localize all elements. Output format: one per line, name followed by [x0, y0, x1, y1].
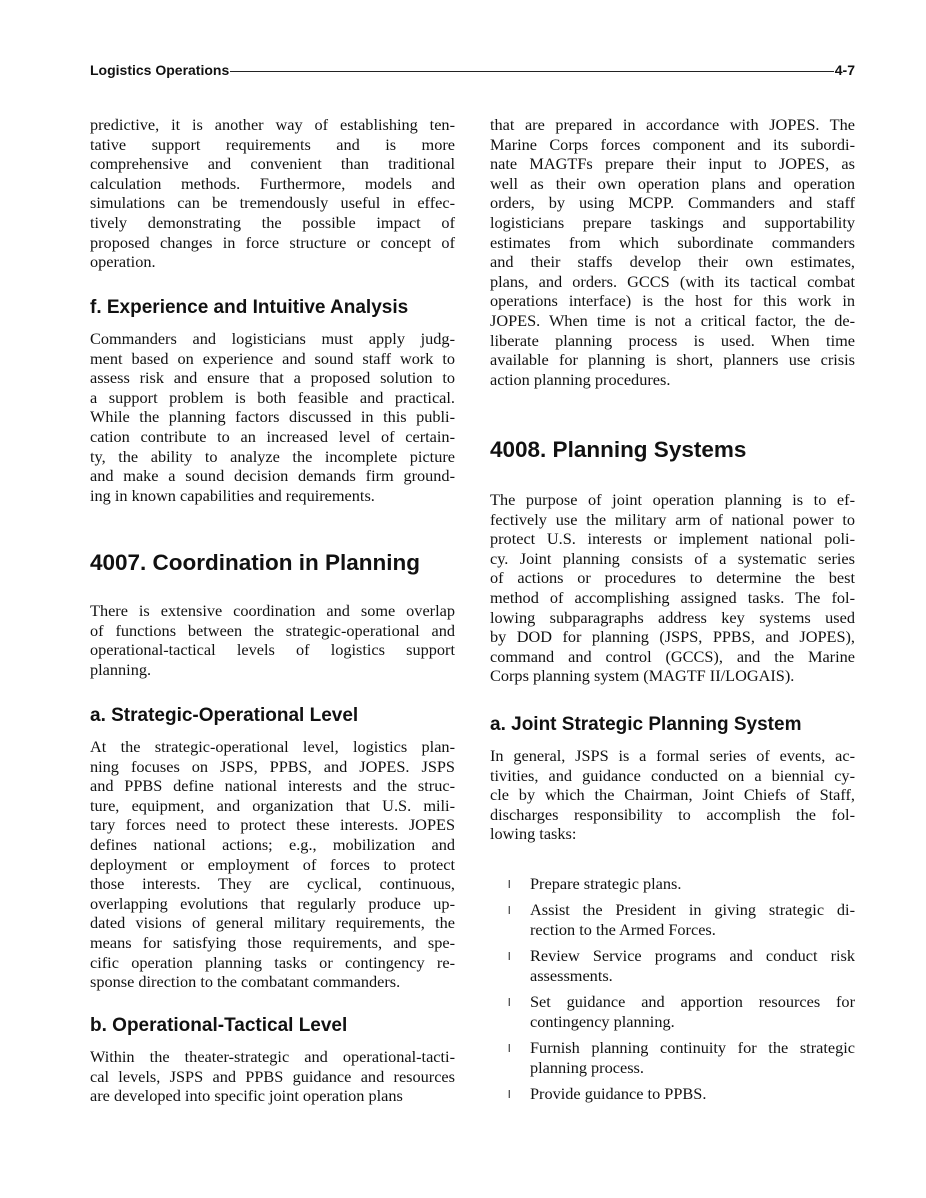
text-line: Review Service programs and conduct risk	[530, 946, 855, 966]
text-line: command and control (GCCS), and the Marine	[490, 646, 855, 666]
page-number: 4-7	[834, 62, 855, 78]
text-line: protect U.S. interests or implement national poli-	[490, 529, 855, 549]
text-line: fectively use the military arm of national power to	[490, 509, 855, 529]
bullet-icon: l	[508, 879, 511, 891]
text-line: In general, JSPS is a formal series of events, ac-	[490, 746, 855, 765]
text-line: deployment or employment of forces to protect	[90, 854, 455, 874]
text-line: Prepare strategic plans.	[530, 874, 682, 893]
paragraph	[90, 115, 455, 272]
text-line: Assist the President in giving strategic di-	[530, 900, 855, 920]
text-line: liberate planning process is used. When time	[490, 330, 855, 350]
text-line: of functions between the strategic-operational and	[90, 620, 455, 640]
text-line: Within the theater-strategic and operational-tacti-	[90, 1047, 455, 1066]
text-line: dated visions of general military requirements, the	[90, 913, 455, 933]
text-line: available for planning is short, planners use crisis	[490, 350, 855, 370]
text-line: operations interface) is the host for this work in	[490, 291, 855, 311]
text-line: and their staffs develop their own estimates,	[490, 252, 855, 272]
text-line: assess risk and ensure that a proposed solution to	[90, 368, 455, 388]
text-line: Set guidance and apportion resources for	[530, 992, 855, 1012]
text-line: Corps planning system (MAGTF II/LOGAIS).	[490, 666, 795, 686]
paragraph	[90, 737, 455, 992]
text-line: cal levels, JSPS and PPBS guidance and resources	[90, 1066, 455, 1086]
paragraph	[90, 1047, 455, 1106]
bullet-icon: l	[508, 905, 511, 918]
running-header	[90, 60, 855, 80]
list-item	[490, 900, 855, 939]
text-line: While the planning factors discussed in this publi-	[90, 407, 455, 427]
text-line: tively demonstrating the possible impact of	[90, 212, 455, 232]
text-line: action planning procedures.	[490, 369, 671, 389]
text-line: planning.	[90, 659, 152, 679]
list-item	[490, 1084, 855, 1104]
text-line: At the strategic-operational level, logistics plan-	[90, 737, 455, 756]
text-line: cy. Joint planning consists of a systematic series	[490, 548, 855, 568]
text-line: of actions or procedures to determine the best	[490, 568, 855, 588]
section-heading: f. Experience and Intuitive Analysis	[90, 297, 409, 318]
text-line: calculation methods. Furthermore, models and	[90, 173, 455, 193]
text-line: that are prepared in accordance with JOPES. The	[490, 115, 855, 134]
list-item	[490, 992, 855, 1031]
text-line: plans, and orders. GCCS (with its tactical combat	[490, 271, 855, 291]
text-line: planning process.	[530, 1057, 644, 1077]
text-line: predictive, it is another way of establishing ten-	[90, 115, 455, 134]
paragraph	[90, 601, 455, 679]
section-heading: a. Joint Strategic Planning System	[490, 714, 802, 735]
text-line: comprehensive and convenient than traditional	[90, 154, 455, 174]
text-line: sponse direction to the combatant commanders.	[90, 972, 401, 992]
header-rule	[230, 71, 834, 72]
text-line: Commanders and logisticians must apply judg-	[90, 329, 455, 348]
text-line: rection to the Armed Forces.	[530, 919, 716, 939]
chapter-heading: 4007. Coordination in Planning	[90, 550, 421, 575]
text-line: and PPBS define national interests and the struc-	[90, 776, 455, 796]
list-item	[490, 874, 855, 894]
paragraph	[90, 329, 455, 505]
text-line: ture, equipment, and organization that U.S. mili-	[90, 795, 455, 815]
text-line: tivities, and guidance conducted on a biennial cy-	[490, 765, 855, 785]
list-item	[490, 946, 855, 985]
text-line: discharges responsibility to accomplish the fol-	[490, 804, 855, 824]
text-line: overlapping evolutions that regularly produce up-	[90, 893, 455, 913]
text-line: Marine Corps forces component and its subordi-	[490, 134, 855, 154]
text-line: assessments.	[530, 965, 613, 985]
text-line: logisticians prepare taskings and supportability	[490, 212, 855, 232]
text-line: method of accomplishing assigned tasks. The fol-	[490, 587, 855, 607]
text-line: a support problem is both feasible and practical.	[90, 387, 455, 407]
text-line: and make a sound decision demands firm ground-	[90, 466, 455, 486]
paragraph	[490, 490, 855, 686]
text-line: ment based on experience and sound staff work to	[90, 348, 455, 368]
bullet-icon: l	[508, 1089, 511, 1102]
bullet-icon: l	[508, 951, 511, 964]
text-line: are developed into specific joint operation plans	[90, 1086, 403, 1106]
header-title: Logistics Operations	[90, 62, 230, 78]
text-line: operation.	[90, 252, 156, 272]
text-line: estimates from which subordinate commanders	[490, 232, 855, 252]
text-line: There is extensive coordination and some overlap	[90, 601, 455, 620]
text-line: ning focuses on JSPS, PPBS, and JOPES. JSPS	[90, 756, 455, 776]
bullet-list	[490, 874, 855, 1111]
text-line: simulations can be tremendously useful in effec-	[90, 193, 455, 213]
bullet-icon: l	[508, 1043, 511, 1056]
bullet-icon: l	[508, 997, 511, 1010]
text-line: tary forces need to protect these interests. JOPES	[90, 815, 455, 835]
text-line: means for satisfying those requirements, and spe-	[90, 932, 455, 952]
text-line: The purpose of joint operation planning is to ef-	[490, 490, 855, 509]
section-heading: a. Strategic-Operational Level	[90, 705, 359, 726]
text-line: orders, by using MCPP. Commanders and staff	[490, 193, 855, 213]
text-line: JOPES. When time is not a critical factor, the de-	[490, 310, 855, 330]
text-line: defines national actions; e.g., mobilization and	[90, 834, 455, 854]
list-item	[490, 1038, 855, 1077]
text-line: those interests. They are cyclical, continuous,	[90, 874, 455, 894]
text-line: cific operation planning tasks or contingency re-	[90, 952, 455, 972]
text-line: ty, the ability to analyze the incomplete picture	[90, 446, 455, 466]
section-heading: b. Operational-Tactical Level	[90, 1015, 348, 1036]
paragraph	[490, 115, 855, 389]
text-line: Provide guidance to PPBS.	[530, 1084, 707, 1104]
text-line: cle by which the Chairman, Joint Chiefs of Staff,	[490, 785, 855, 805]
text-line: lowing subparagraphs address key systems used	[490, 607, 855, 627]
text-line: nate MAGTFs prepare their input to JOPES, as	[490, 154, 855, 174]
text-line: cation contribute to an increased level of certain-	[90, 426, 455, 446]
text-line: well as their own operation plans and operation	[490, 173, 855, 193]
text-line: operational-tactical levels of logistics support	[90, 640, 455, 660]
text-line: by DOD for planning (JSPS, PPBS, and JOPES),	[490, 627, 855, 647]
text-line: proposed changes in force structure or concept of	[90, 232, 455, 252]
paragraph	[490, 746, 855, 844]
text-line: lowing tasks:	[490, 824, 577, 844]
text-line: Furnish planning continuity for the strategic	[530, 1038, 855, 1058]
text-line: ing in known capabilities and requirements.	[90, 485, 375, 505]
text-line: contingency planning.	[530, 1011, 675, 1031]
text-line: tative support requirements and is more	[90, 134, 455, 154]
chapter-heading: 4008. Planning Systems	[490, 437, 747, 462]
